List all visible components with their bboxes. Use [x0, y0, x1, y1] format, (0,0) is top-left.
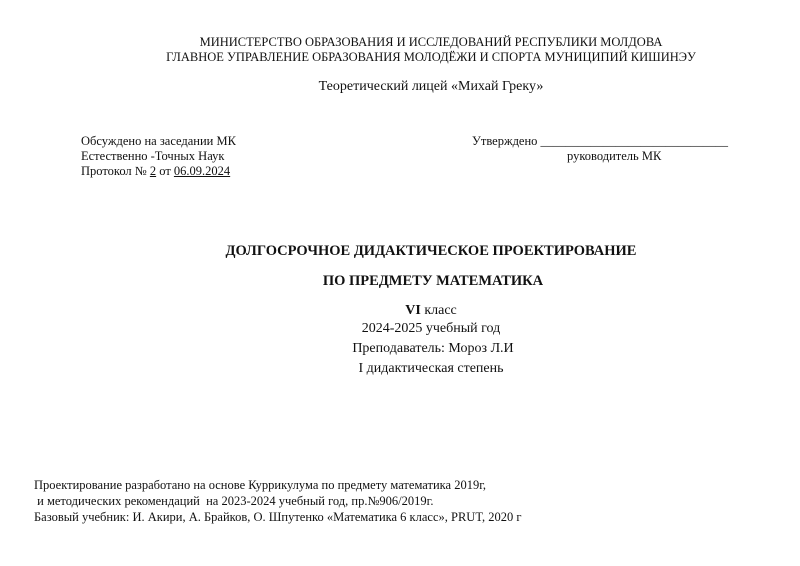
document-title: ДОЛГОСРОЧНОЕ ДИДАКТИЧЕСКОЕ ПРОЕКТИРОВАНИЕ — [225, 243, 637, 259]
protocol-prefix: Протокол № — [81, 164, 150, 178]
footer-textbook: Базовый учебник: И. Акири, А. Брайков, О. Шпутенко «Математика 6 класс», PRUT, 2020 г — [34, 510, 522, 524]
grade-line — [0, 301, 800, 320]
teacher-line: Преподаватель: Мороз Л.И — [352, 341, 514, 356]
grade-word: класс — [420, 303, 457, 318]
grade-roman: VI — [405, 303, 421, 318]
protocol-mid: от — [156, 164, 174, 178]
footer-recommendations: и методических рекомендаций на 2023-2024 учебный год, пр.№906/2019г. — [34, 494, 434, 508]
approver-role: руководитель МК — [567, 149, 662, 163]
discussed-line: Обсуждено на заседании МК — [81, 134, 236, 148]
school-year: 2024-2025 учебный год — [361, 321, 501, 336]
protocol-date: 06.09.2024 — [173, 164, 231, 178]
protocol-line — [81, 164, 230, 179]
didactic-degree: I дидактическая степень — [358, 361, 504, 376]
subject-title: ПО ПРЕДМЕТУ МАТЕМАТИКА — [322, 273, 544, 289]
ministry-header: МИНИСТЕРСТВО ОБРАЗОВАНИЯ И ИССЛЕДОВАНИЙ РЕСПУБЛИКИ МОЛДОВА — [199, 35, 663, 49]
protocol-number: 2 — [149, 164, 157, 178]
directorate-header: ГЛАВНОЕ УПРАВЛЕНИЕ ОБРАЗОВАНИЯ МОЛОДЁЖИ И СПОРТА МУНИЦИПИЙ КИШИНЭУ — [166, 50, 696, 64]
footer-curriculum: Проектирование разработано на основе Куррикулума по предмету математика 2019г, — [34, 478, 487, 492]
department-line: Естественно -Точных Наук — [81, 149, 225, 163]
approved-line: Утверждено ______________________________ — [472, 134, 729, 148]
lyceum-name: Теоретический лицей «Михай Греку» — [318, 79, 544, 94]
